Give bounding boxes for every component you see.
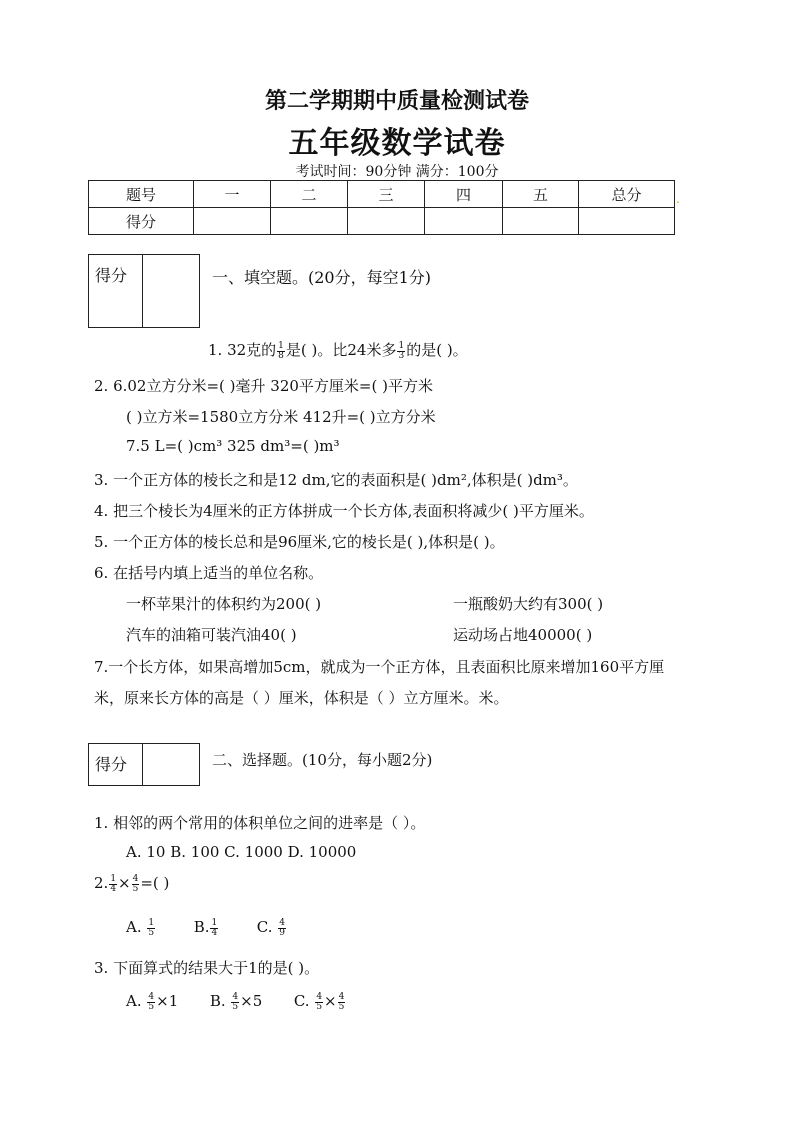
option-c[interactable]: C. $\frac{4}{5}$ × $\frac{4}{5}$ [293,991,345,1012]
option-a[interactable]: A. $\frac{4}{5}$ ×1 [126,991,179,1012]
question-1-1 [208,339,468,361]
question-2-3-options [126,992,346,1012]
section-one-title: 一、填空题。(20分，每空1分) [212,268,432,287]
side-mark: . [676,192,680,206]
question-2-3: 3. 下面算式的结果大于1的是( )。 [94,959,320,977]
row-label: 得分 [89,208,194,235]
option-c[interactable]: C. $\frac{4}{9}$ [256,917,286,938]
question-1-6c: 汽车的油箱可装汽油40( ) [126,626,297,644]
exam-title: 第二学期期中质量检测试卷 [264,89,529,114]
fraction: $\frac{1}{3}$ [398,340,405,361]
question-1-2b: ( )立方米=1580立方分米 412升=( )立方分米 [126,408,436,426]
header-cell: 二 [271,181,348,208]
question-2-1-options: A. 10 B. 100 C. 1000 D. 10000 [126,843,357,861]
fraction: $\frac{4}{5}$ [132,873,139,894]
header-cell: 题号 [89,181,194,208]
score-cell[interactable] [271,208,348,235]
header-cell: 四 [425,181,503,208]
question-2-2: 2. $\frac{1}{4}$ × $\frac{4}{5}$ =( ) [94,873,170,894]
score-table-score-row [89,208,675,235]
section-one-score-box [88,254,200,328]
option-b[interactable]: B. $\frac{1}{4}$ [193,917,218,938]
question-1-2a: 2. 6.02立方分米=( )毫升 320平方厘米=( )平方米 [94,377,433,395]
score-cell[interactable] [503,208,579,235]
question-1-6d: 运动场占地40000( ) [453,626,593,644]
question-1-5: 5. 一个正方体的棱长总和是96厘米,它的棱长是( ),体积是( )。 [94,533,505,551]
header-cell: 总分 [579,181,675,208]
score-cell[interactable] [348,208,425,235]
score-cell[interactable] [425,208,503,235]
question-2-2-options [126,918,287,938]
header-cell: 三 [348,181,425,208]
question-1-7b: 米，原来长方体的高是（ ）厘米，体积是（ ）立方厘米。米。 [94,689,509,707]
question-2-1: 1. 相邻的两个常用的体积单位之间的进率是（ ）。 [94,814,426,832]
section-two-title: 二、选择题。(10分，每小题2分) [212,751,433,769]
score-label: 得分 [89,255,143,327]
exam-info: 考试时间：90分钟 满分：100分 [295,164,499,180]
question-1-6b: 一瓶酸奶大约有300( ) [453,595,604,613]
fraction: $\frac{1}{8}$ [278,340,284,361]
question-1-3: 3. 一个正方体的棱长之和是12 dm,它的表面积是( )dm²,体积是( )dm³。 [94,471,578,489]
question-1-7a: 7.一个长方体，如果高增加5cm，就成为一个正方体，且表面积比原来增加160平方厘 [94,658,665,676]
header-cell: 一 [194,181,271,208]
score-cell[interactable] [194,208,271,235]
question-1-2c: 7.5 L=( )cm³ 325 dm³=( )m³ [126,437,340,455]
q-text: 是( )。比24米多 [285,341,397,359]
score-label: 得分 [89,744,143,785]
score-table-header-row [89,181,675,208]
option-b[interactable]: B. $\frac{4}{5}$ ×5 [209,991,263,1012]
exam-subtitle: 五年级数学试卷 [288,126,506,161]
question-1-6a: 一杯苹果汁的体积约为200( ) [126,595,322,613]
header-cell: 五 [503,181,579,208]
section-two-score-box [88,743,200,786]
fraction: $\frac{1}{4}$ [110,873,117,894]
question-1-4: 4. 把三个棱长为4厘米的正方体拼成一个长方体,表面积将减少( )平方厘米。 [94,502,594,520]
score-table [88,180,675,235]
question-1-6: 6. 在括号内填上适当的单位名称。 [94,564,324,582]
option-a[interactable]: A. $\frac{1}{5}$ [126,917,155,938]
q-text: 的是( )。 [406,341,468,359]
score-value[interactable] [143,255,199,327]
q-text: 1. 32克的 [208,341,277,359]
score-cell[interactable] [579,208,675,235]
score-value[interactable] [143,744,199,785]
